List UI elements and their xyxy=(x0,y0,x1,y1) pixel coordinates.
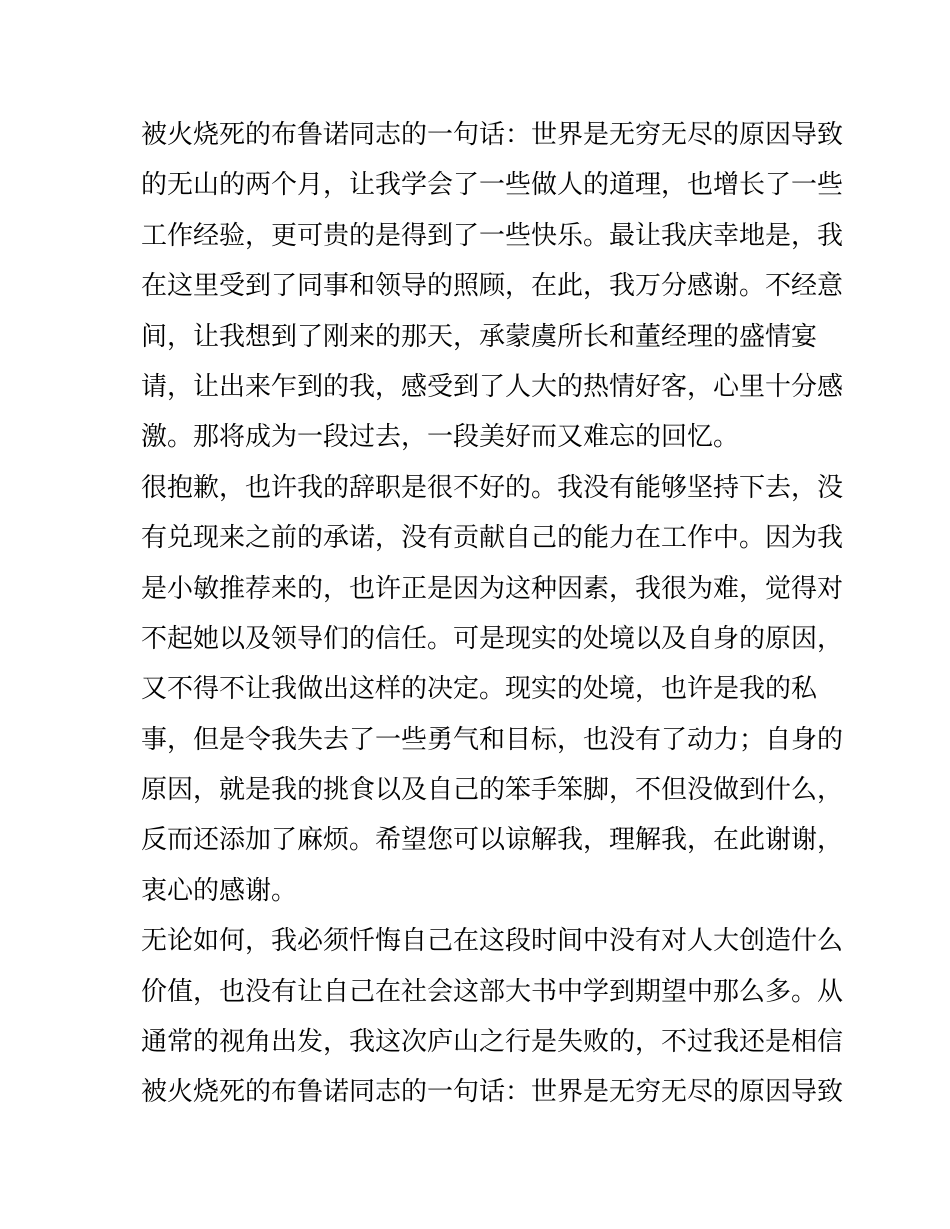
text-line: 价值，也没有让自己在社会这部大书中学到期望中那么多。从 xyxy=(141,976,844,1007)
text-line: 通常的视角出发，我这次庐山之行是失败的，不过我还是相信 xyxy=(141,1027,844,1058)
body-text xyxy=(141,110,844,1118)
text-line: 原因，就是我的挑食以及自己的笨手笨脚，不但没做到什么， xyxy=(141,775,844,806)
text-line: 被火烧死的布鲁诺同志的一句话：世界是无穷无尽的原因导致 xyxy=(141,1077,844,1108)
text-line: 事，但是令我失去了一些勇气和目标，也没有了动力；自身的 xyxy=(141,724,844,755)
text-line: 有兑现来之前的承诺，没有贡献自己的能力在工作中。因为我 xyxy=(141,523,844,554)
text-line: 被火烧死的布鲁诺同志的一句话：世界是无穷无尽的原因导致 xyxy=(141,120,844,150)
text-line: 工作经验，更可贵的是得到了一些快乐。最让我庆幸地是，我 xyxy=(141,220,844,251)
text-line: 在这里受到了同事和领导的照顾，在此，我万分感谢。不经意 xyxy=(141,271,844,302)
text-line: 间，让我想到了刚来的那天，承蒙虞所长和董经理的盛情宴 xyxy=(141,321,818,352)
text-line: 衷心的感谢。 xyxy=(141,875,298,906)
text-line: 又不得不让我做出这样的决定。现实的处境，也许是我的私 xyxy=(141,674,818,705)
text-line: 无论如何，我必须忏悔自己在这段时间中没有对人大创造什么 xyxy=(141,926,844,957)
text-line: 请，让出来乍到的我，感受到了人大的热情好客，心里十分感 xyxy=(141,371,844,402)
text-line: 激。那将成为一段过去，一段美好而又难忘的回忆。 xyxy=(141,422,740,453)
text-line: 的无山的两个月，让我学会了一些做人的道理，也增长了一些 xyxy=(141,170,844,201)
text-line: 很抱歉，也许我的辞职是很不好的。我没有能够坚持下去，没 xyxy=(141,472,844,503)
text-line: 是小敏推荐来的，也许正是因为这种因素，我很为难，觉得对 xyxy=(141,573,844,604)
text-line: 反而还添加了麻烦。希望您可以谅解我，理解我，在此谢谢， xyxy=(141,825,844,856)
text-line: 不起她以及领导们的信任。可是现实的处境以及自身的原因， xyxy=(141,623,844,654)
